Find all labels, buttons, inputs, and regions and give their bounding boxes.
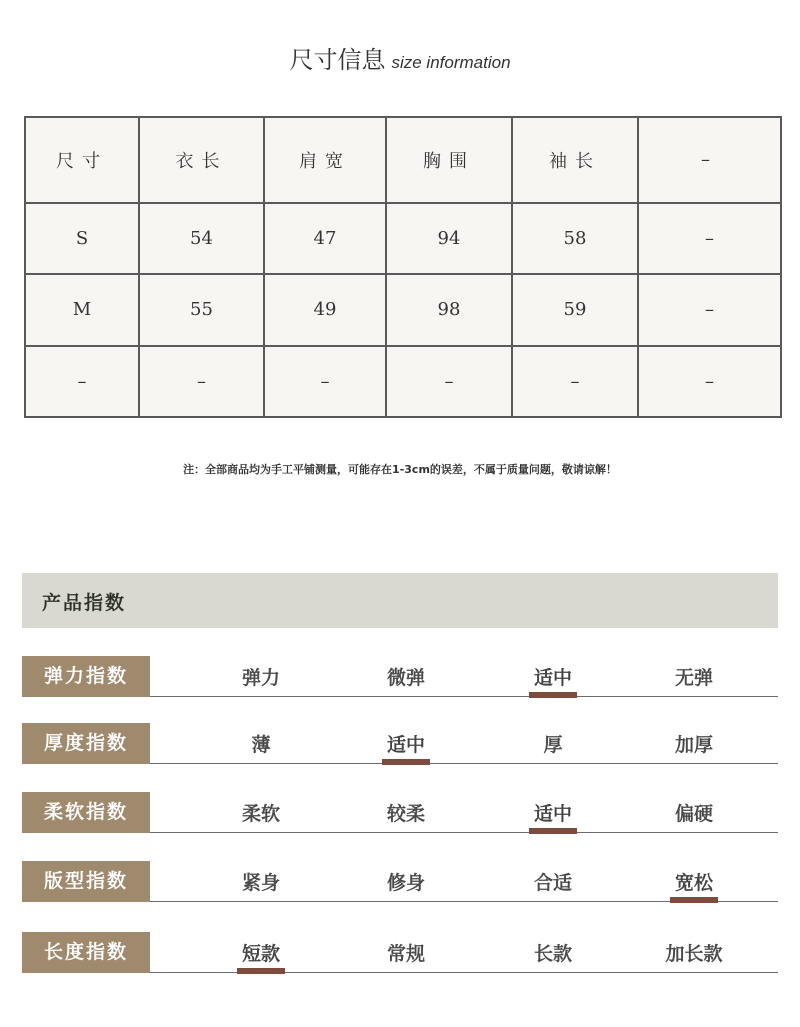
index-option — [634, 663, 754, 690]
table-cell: – — [386, 346, 512, 417]
index-row — [22, 861, 778, 902]
index-option-label: 加长款 — [665, 943, 723, 965]
index-option — [634, 799, 754, 826]
table-cell: 59 — [512, 274, 638, 345]
table-cell: 47 — [264, 203, 386, 274]
table-cell: – — [638, 203, 781, 274]
index-option-label: 较柔 — [386, 803, 425, 825]
selected-indicator — [529, 692, 577, 698]
index-row-label: 长度指数 — [22, 932, 150, 973]
index-option-label: 薄 — [251, 734, 271, 756]
table-cell: 94 — [386, 203, 512, 274]
index-option — [346, 868, 466, 895]
index-option-label: 宽松 — [674, 872, 713, 894]
table-cell: 49 — [264, 274, 386, 345]
table-cell: – — [25, 346, 139, 417]
selected-indicator — [382, 759, 430, 765]
index-option — [634, 730, 754, 757]
table-cell: 98 — [386, 274, 512, 345]
header-cell: 衣长 — [139, 117, 264, 203]
index-option — [493, 730, 613, 757]
index-option-label: 适中 — [533, 667, 572, 689]
index-option — [346, 730, 466, 757]
index-option-label: 厚 — [543, 734, 563, 756]
index-row — [22, 656, 778, 697]
index-option-label: 加厚 — [674, 734, 713, 756]
index-row-label: 柔软指数 — [22, 792, 150, 833]
index-row-label: 厚度指数 — [22, 723, 150, 764]
table-row — [25, 346, 781, 417]
index-option-label: 短款 — [241, 943, 280, 965]
index-option — [201, 939, 321, 966]
index-option-label: 合适 — [533, 872, 572, 894]
title-zh: 尺寸信息 — [289, 46, 386, 74]
table-row — [25, 274, 781, 345]
index-option-label: 长款 — [533, 943, 572, 965]
table-cell: – — [512, 346, 638, 417]
table-row — [25, 203, 781, 274]
index-row — [22, 723, 778, 764]
index-row-divider — [150, 763, 778, 764]
index-option-label: 适中 — [533, 803, 572, 825]
index-option — [493, 799, 613, 826]
selected-indicator — [237, 968, 285, 974]
page-title — [0, 40, 800, 75]
header-cell: 胸围 — [386, 117, 512, 203]
index-row — [22, 792, 778, 833]
index-option — [201, 868, 321, 895]
selected-indicator — [529, 828, 577, 834]
index-option — [634, 868, 754, 895]
header-cell: 尺寸 — [25, 117, 139, 203]
index-option — [493, 868, 613, 895]
table-cell: 54 — [139, 203, 264, 274]
measurement-note: 注：全部商品均为手工平铺测量，可能存在1-3cm的误差，不属于质量问题，敬请谅解！ — [183, 463, 617, 476]
table-cell: S — [25, 203, 139, 274]
table-cell: M — [25, 274, 139, 345]
index-option-label: 修身 — [386, 872, 425, 894]
index-row-divider — [150, 832, 778, 833]
index-option — [493, 939, 613, 966]
index-option-label: 紧身 — [241, 872, 280, 894]
index-option — [346, 663, 466, 690]
index-option — [346, 799, 466, 826]
index-row — [22, 932, 778, 973]
header-cell: 肩宽 — [264, 117, 386, 203]
index-option — [346, 939, 466, 966]
index-option-label: 柔软 — [241, 803, 280, 825]
header-cell: 袖长 — [512, 117, 638, 203]
table-cell: – — [638, 346, 781, 417]
index-option — [201, 663, 321, 690]
index-option — [634, 939, 754, 966]
size-table — [24, 116, 782, 418]
index-option-label: 常规 — [386, 943, 425, 965]
header-cell: – — [638, 117, 781, 203]
index-option — [201, 799, 321, 826]
index-row-divider — [150, 696, 778, 697]
table-cell: 55 — [139, 274, 264, 345]
index-section-banner — [22, 573, 778, 628]
index-option-label: 微弹 — [386, 667, 425, 689]
index-option — [493, 663, 613, 690]
index-row-label: 弹力指数 — [22, 656, 150, 697]
title-en: size information — [391, 53, 511, 72]
table-cell: – — [139, 346, 264, 417]
table-cell: – — [638, 274, 781, 345]
table-cell: 58 — [512, 203, 638, 274]
index-section-title: 产品指数 — [42, 592, 127, 614]
index-row-label: 版型指数 — [22, 861, 150, 902]
selected-indicator — [670, 897, 718, 903]
index-option-label: 无弹 — [674, 667, 713, 689]
index-option-label: 弹力 — [241, 667, 280, 689]
table-cell: – — [264, 346, 386, 417]
index-option-label: 偏硬 — [674, 803, 713, 825]
size-table-header-row — [25, 117, 781, 203]
index-option — [201, 730, 321, 757]
index-option-label: 适中 — [386, 734, 425, 756]
